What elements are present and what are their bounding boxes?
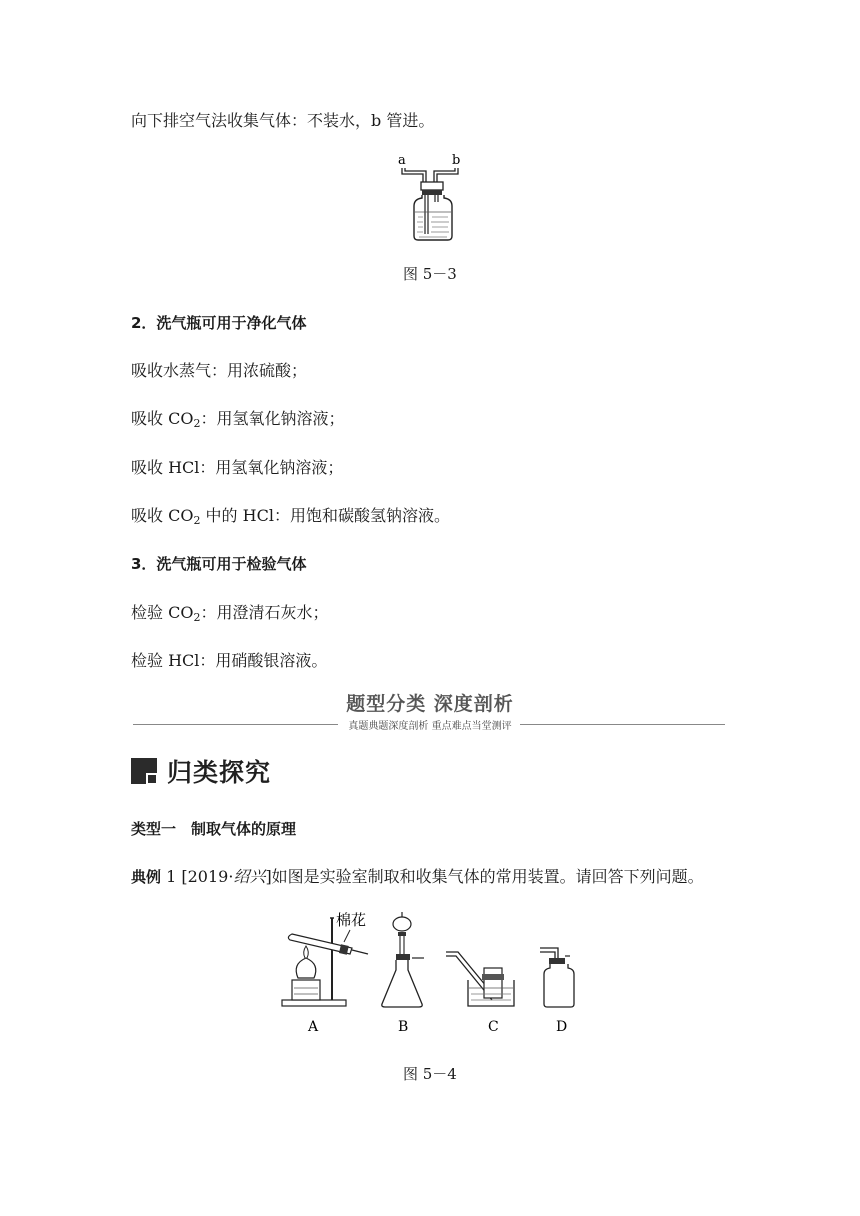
section-header [131, 756, 271, 786]
label-d: D [556, 1019, 568, 1035]
purify-heading: 2．洗气瓶可用于净化气体 [131, 314, 307, 332]
figure-5-3-caption: 图 5－3 [403, 265, 457, 283]
test-heading: 3．洗气瓶可用于检验气体 [131, 555, 307, 573]
apparatus-figure [272, 908, 592, 1038]
section-title: 归类探究 [167, 758, 272, 787]
figure-5-4-caption: 图 5－4 [403, 1065, 457, 1083]
absorb-hcl-in-co2-text: 吸收 $CO_2$ 中的 HCl：用饱和碳酸氢钠溶液。 [131, 506, 450, 527]
cotton-label: 棉花 [336, 911, 367, 929]
collection-method-text: 向下排空气法收集气体：不装水，b 管进。 [131, 111, 435, 130]
absorb-hcl-text: 吸收 HCl：用氢氧化钠溶液； [131, 458, 344, 477]
tube-label-a: a [398, 153, 406, 168]
tube-label-b: b [452, 153, 461, 168]
example-text: 典例 1 [2019·绍兴]如图是实验室制取和收集气体的常用装置。请回答下列问题。 [131, 867, 704, 886]
apparatus-a [282, 918, 368, 1006]
apparatus-c [446, 952, 514, 1006]
absorb-co2-text: 吸收 $CO_2$：用氢氧化钠溶液； [131, 409, 345, 430]
label-a: A [308, 1019, 319, 1035]
absorb-water-text: 吸收水蒸气：用浓硫酸； [131, 361, 308, 380]
apparatus-b [382, 912, 424, 1007]
type-heading: 类型一 制取气体的原理 [131, 820, 297, 838]
apparatus-d [540, 948, 574, 1007]
section-square-icon [131, 758, 157, 784]
label-b: B [398, 1019, 409, 1035]
gas-washing-bottle-figure [392, 150, 472, 245]
test-hcl-text: 检验 HCl：用硝酸银溶液。 [131, 651, 328, 670]
banner-title: 题型分类 深度剖析 [346, 693, 514, 715]
banner-subtitle: 真题典题深度剖析 重点难点当堂测评 [0, 717, 860, 732]
test-co2-text: 检验 $CO_2$：用澄清石灰水； [131, 603, 329, 624]
label-c: C [488, 1019, 499, 1035]
